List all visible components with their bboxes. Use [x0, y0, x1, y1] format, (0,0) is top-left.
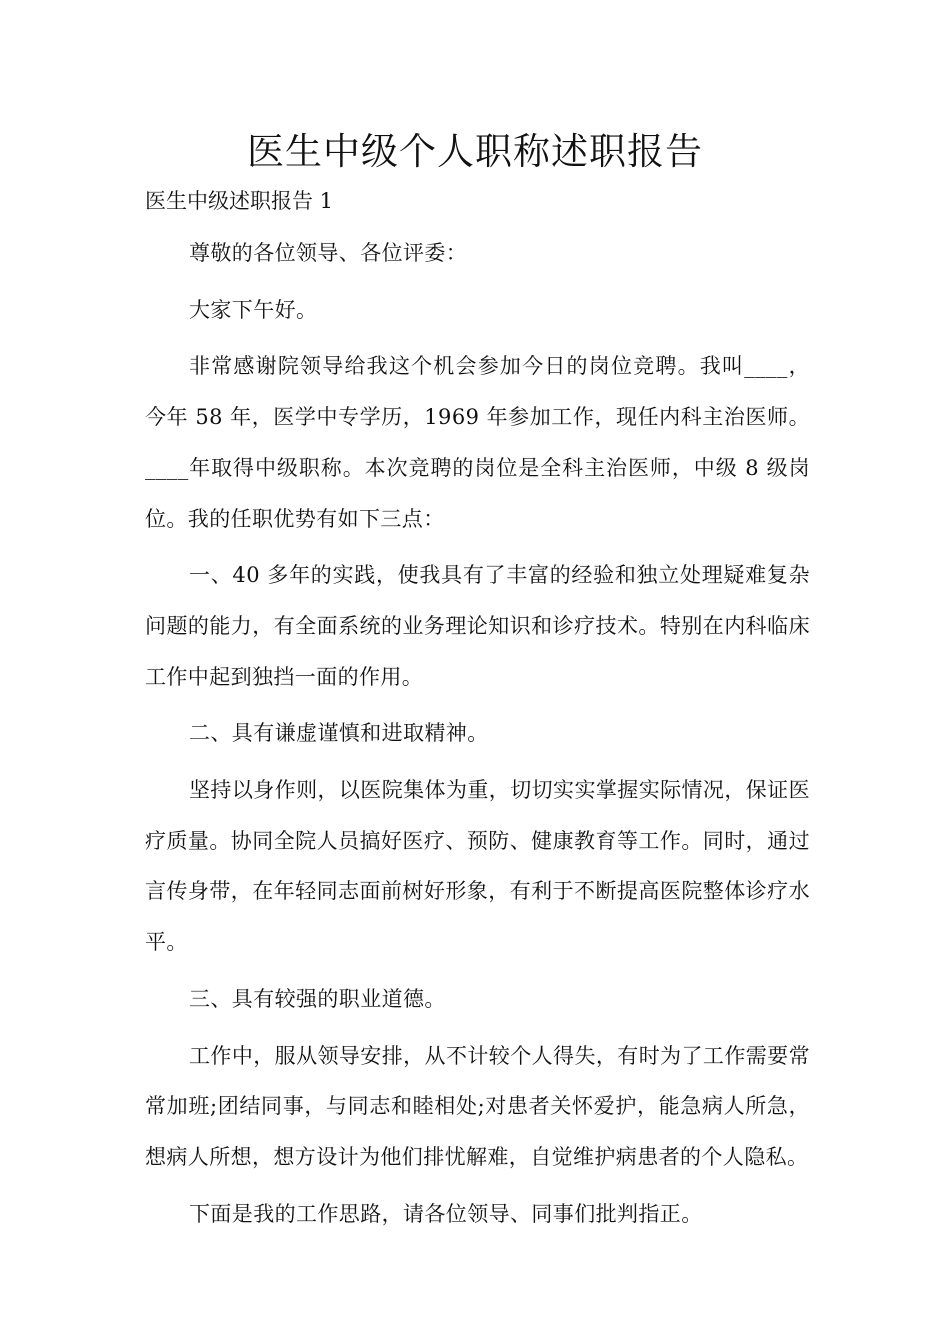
paragraph-salutation: 尊敬的各位领导、各位评委：: [189, 241, 468, 265]
paragraph-closing: 下面是我的工作思路，请各位领导、同事们批判指正。: [189, 1201, 703, 1226]
document-title: 医生中级个人职称述职报告: [247, 130, 703, 173]
paragraph-advantage-3-body: 工作中，服从领导安排，从不计较个人得失，有时为了工作需要常常加班;团结同事，与同志和睦相处;对患者关怀爱护，能急病人所急，想病人所想，想方设计为他们排忧解难，自觉维护病患者的个人隐私。: [145, 1043, 810, 1169]
paragraph-introduction: 非常感谢院领导给我这个机会参加今日的岗位竞聘。我叫____，今年 58 年，医学中专学历，1969 年参加工作，现任内科主治医师。____年取得中级职称。本次竞聘的岗位是全科主治医师，中级 8 级岗位。我的任职优势有如下三点：: [145, 354, 810, 531]
paragraph-greeting: 大家下午好。: [189, 297, 318, 322]
paragraph-advantage-2-body: 坚持以身作则，以医院集体为重，切切实实掌握实际情况，保证医疗质量。协同全院人员搞好医疗、预防、健康教育等工作。同时，通过言传身带，在年轻同志面前树好形象，有利于不断提高医院整体诊疗水平。: [145, 778, 810, 955]
document-body: [145, 228, 810, 1245]
paragraph-advantage-1: 一、40 多年的实践，使我具有了丰富的经验和独立处理疑难复杂问题的能力，有全面系统的业务理论知识和诊疗技术。特别在内科临床工作中起到独挡一面的作用。: [145, 563, 810, 689]
paragraph-advantage-2-heading: 二、具有谦虚谨慎和进取精神。: [189, 721, 489, 746]
paragraph-advantage-3-heading: 三、具有较强的职业道德。: [189, 986, 446, 1011]
section-heading: 医生中级述职报告 1: [145, 189, 334, 213]
